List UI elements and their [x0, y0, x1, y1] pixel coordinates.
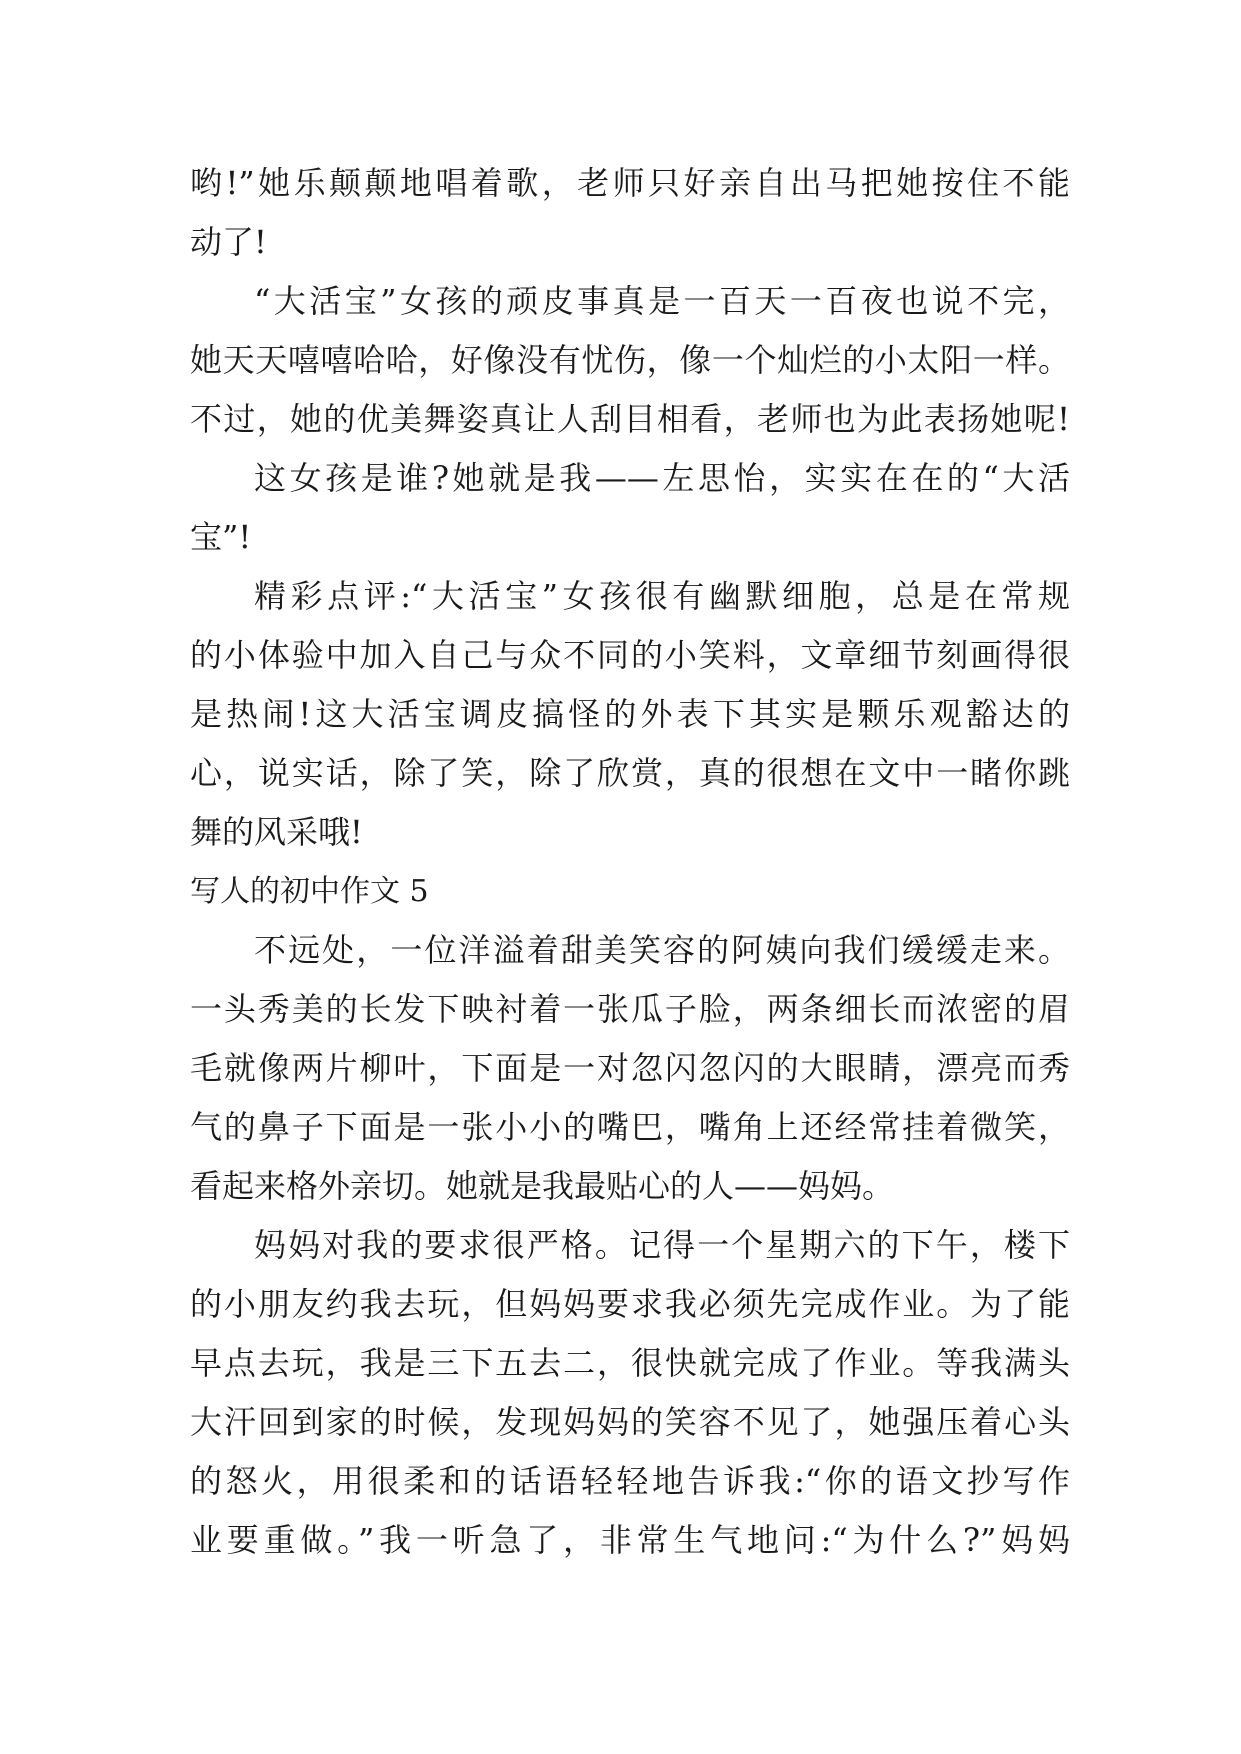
- text-line: 这女孩是谁?她就是我——左思怡，实实在在的“大活: [254, 459, 1070, 497]
- text-line: 舞的风采哦!: [190, 813, 363, 851]
- text-line: 看起来格外亲切。她就是我最贴心的人——妈妈。: [190, 1167, 895, 1205]
- text-line: 不远处，一位洋溢着甜美笑容的阿姨向我们缓缓走来。: [254, 931, 1070, 969]
- text-line: 早点去玩，我是三下五去二，很快就完成了作业。等我满头: [190, 1344, 1070, 1382]
- text-line: 动了!: [190, 223, 267, 261]
- text-line: 气的鼻子下面是一张小小的嘴巴，嘴角上还经常挂着微笑，: [190, 1108, 1070, 1146]
- text-line: 一头秀美的长发下映衬着一张瓜子脸，两条细长而浓密的眉: [190, 990, 1070, 1028]
- text-line: 毛就像两片柳叶，下面是一对忽闪忽闪的大眼睛，漂亮而秀: [190, 1049, 1070, 1087]
- text-line: 大汗回到家的时候，发现妈妈的笑容不见了，她强压着心头: [190, 1403, 1070, 1441]
- text-line: 业要重做。”我一听急了，非常生气地问:“为什么?”妈妈: [190, 1521, 1070, 1559]
- section-heading: 写人的初中作文 5: [190, 874, 429, 909]
- text-line: 妈妈对我的要求很严格。记得一个星期六的下午，楼下: [254, 1226, 1070, 1264]
- text-line: 不过，她的优美舞姿真让人刮目相看，老师也为此表扬她呢!: [190, 400, 1070, 438]
- text-line: 的小体验中加入自己与众不同的小笑料，文章细节刻画得很: [190, 636, 1070, 674]
- text-line: 的怒火，用很柔和的话语轻轻地告诉我:“你的语文抄写作: [190, 1462, 1070, 1500]
- text-line: 的小朋友约我去玩，但妈妈要求我必须先完成作业。为了能: [190, 1285, 1070, 1323]
- text-line: 是热闹!这大活宝调皮搞怪的外表下其实是颗乐观豁达的: [190, 695, 1070, 733]
- text-line: 宝”!: [190, 518, 252, 556]
- text-line: “大活宝”女孩的顽皮事真是一百天一百夜也说不完，: [254, 282, 1070, 320]
- text-line: 她天天嘻嘻哈哈，好像没有忧伤，像一个灿烂的小太阳一样。: [190, 341, 1070, 379]
- document-body: [190, 154, 1070, 1570]
- text-line: 哟!”她乐颠颠地唱着歌，老师只好亲自出马把她按住不能: [190, 164, 1070, 202]
- text-line: 心，说实话，除了笑，除了欣赏，真的很想在文中一睹你跳: [190, 754, 1070, 792]
- text-line: 精彩点评:“大活宝”女孩很有幽默细胞，总是在常规: [254, 577, 1070, 615]
